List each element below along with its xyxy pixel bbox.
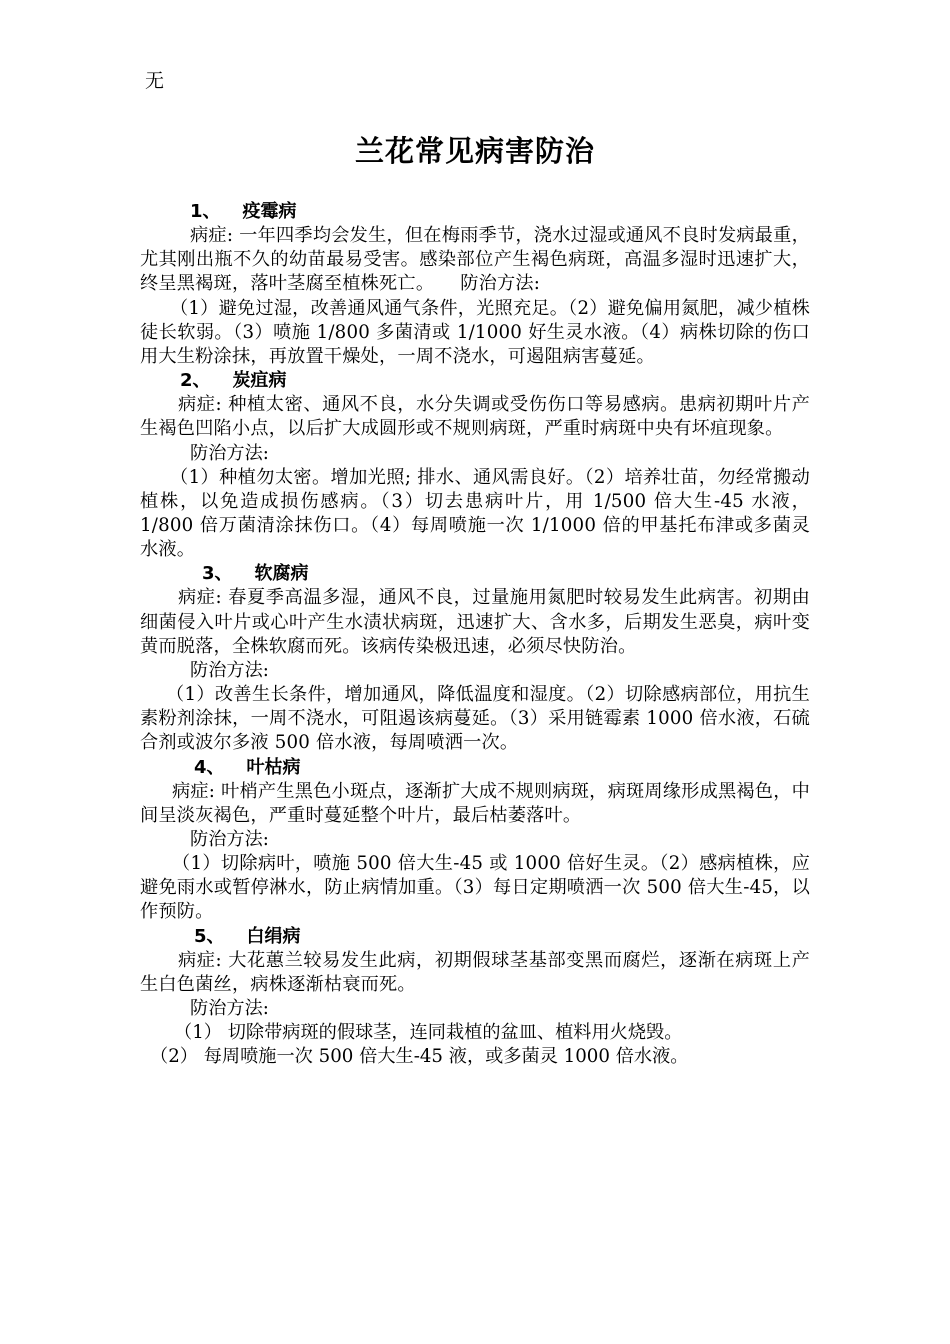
method-label: 防治方法: xyxy=(190,442,269,464)
section-5 xyxy=(140,925,810,1069)
section-heading xyxy=(140,562,810,586)
section-1 xyxy=(140,200,810,369)
document-body xyxy=(140,200,810,1069)
section-2 xyxy=(140,369,810,562)
corner-text: 无 xyxy=(145,70,165,92)
page-title: 兰花常见病害防治 xyxy=(354,134,595,168)
section-heading xyxy=(140,200,810,224)
symptom-paragraph: 病症: 大花蕙兰较易发生此病，初期假球茎基部变黑而腐烂，逐渐在病斑上产生白色菌丝，病株逐渐枯衰而死。 xyxy=(140,949,810,995)
symptom-paragraph: 病症: 叶梢产生黑色小斑点，逐渐扩大成不规则病斑，病斑周缘形成黑褐色，中间呈淡灰褐色，严重时蔓延整个叶片，最后枯萎落叶。 xyxy=(140,780,810,826)
method-label: 防治方法: xyxy=(190,660,269,682)
section-heading xyxy=(140,369,810,393)
method-steps: （1）改善生长条件，增加通风，降低温度和湿度。（2）切除感病部位，用抗生素粉剂涂抹，一周不浇水，可阻遏该病蔓延。（3）采用链霉素 1000 倍水液，石硫合剂或波尔多液 500 倍水液，每周喷洒一次。 xyxy=(140,684,810,754)
method-steps: （1）避免过湿，改善通风通气条件，光照充足。（2）避免偏用氮肥，减少植株徒长软弱。（3）喷施 1/800 多菌清或 1/1000 好生灵水液。（4）病株切除的伤口用大生粉涂抹，再放置干燥处，一周不浇水，可遏阻病害蔓延。 xyxy=(140,297,810,368)
section-title: 叶枯病 xyxy=(246,756,301,778)
method-label: 防治方法: xyxy=(190,998,269,1020)
method-label: 防治方法: xyxy=(460,273,541,295)
method-step-line: （1） 切除带病斑的假球茎，连同栽植的盆皿、植料用火烧毁。 xyxy=(174,1022,683,1044)
section-number: 5、 xyxy=(194,925,225,947)
section-title: 软腐病 xyxy=(254,563,309,585)
symptom-paragraph xyxy=(140,224,810,297)
section-3 xyxy=(140,562,810,755)
method-step-line: （2） 每周喷施一次 500 倍大生-45 液，或多菌灵 1000 倍水液。 xyxy=(150,1046,689,1068)
section-title: 疫霉病 xyxy=(242,201,297,222)
symptom-paragraph: 病症: 春夏季高温多湿，通风不良，过量施用氮肥时较易发生此病害。初期由细菌侵入叶片或心叶产生水渍状病斑，迅速扩大、含水多，后期发生恶臭，病叶变黄而脱落，全株软腐而死。该病传染极迅速，必须尽快防治。 xyxy=(140,587,810,657)
section-heading xyxy=(140,925,810,949)
section-number: 4、 xyxy=(194,756,225,778)
section-title: 炭疽病 xyxy=(232,370,287,392)
method-label: 防治方法: xyxy=(190,829,269,851)
section-title: 白绢病 xyxy=(246,925,301,947)
section-number: 1、 xyxy=(190,201,221,222)
method-steps: （1）切除病叶，喷施 500 倍大生-45 或 1000 倍好生灵。（2）感病植株，应避免雨水或暂停淋水，防止病情加重。（3）每日定期喷洒一次 500 倍大生-45，以作预防。 xyxy=(140,853,810,923)
section-number: 2、 xyxy=(180,370,211,392)
method-steps: （1）种植勿太密。增加光照; 排水、通风需良好。（2）培养壮苗，勿经常搬动植株，以免造成损伤感病。（3）切去患病叶片，用 1/500 倍大生-45 水液，1/800 倍万菌清涂抹伤口。（4）每周喷施一次 1/1000 倍的甲基托布津或多菌灵水液。 xyxy=(140,466,810,561)
symptom-paragraph: 病症: 种植太密、通风不良，水分失调或受伤伤口等易感病。患病初期叶片产生褐色凹陷小点，以后扩大成圆形或不规则病斑，严重时病斑中央有坏疽现象。 xyxy=(140,394,810,440)
symptom-text: 病症: 一年四季均会发生，但在梅雨季节，浇水过湿或通风不良时发病最重，尤其刚出瓶不久的幼苗最易受害。感染部位产生褐色病斑，高温多湿时迅速扩大，终呈黑褐斑，落叶茎腐至植株死亡。 xyxy=(140,225,810,295)
section-4 xyxy=(140,756,810,925)
section-number: 3、 xyxy=(202,563,233,585)
section-heading xyxy=(140,756,810,780)
